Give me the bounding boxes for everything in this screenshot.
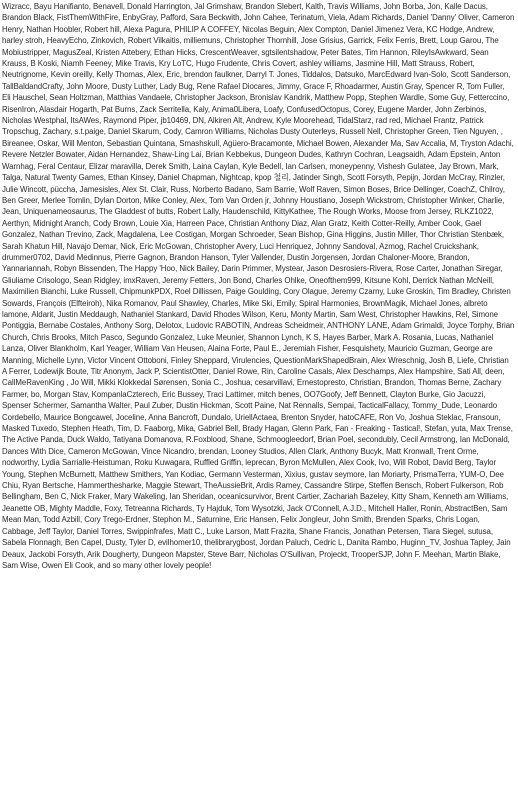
supporter-credits-text: Wizracc, Bayu Hanifianto, Benavell, Donald Harrington, Jal Grimshaw, Brandon Slebert, Kalth, Travis Williams, John Borba, Jon, Kalle Dacus, Brandon Black, FistThemWithFire, EnbyGray, Pafford, Sara Beckwith, John Cahee, Terinatum, Viela, Adam Richards, Daniel 'Danny' Oliver, Cameron Henry, Nathan Hoobler, Robert hill, Alexa Pagura, PHILIP A COFFEY, Nicolas Beguin, Alex Compton, Daniel Jimenez Vera, KC Hodge, Andrew, harley stroh, HeavyEcho, Zinkovich, Robert Vilkaitis, milliemuns, Christopher Thornhill, Jose Grisius, Garrick, Felix Ferris, Brett, Loup Garou, The Mobiustripper, MagusZeal, Kristen Attebery, Ethan Hicks, CrescentWeaver, sgtsilentshadow, Peter Bates, Tim Hannon, RileyIsAwkward, Sean Krauss, B Koski, Niamh Feeney, Mike Travis, Kry LoTC, Hugo Frudente, Chris Covert, ashley williams, Jasmine Hill, Matt Strauss, Robert, Neutrignome, Kevin oreilly, Kelly Thomas, Alex, Eric, brendon faulkner, Darryl T. Jones, Tiddalos, Datsuko, MarcEdward Ivan-Solo, Scott Sanderson, TallBaldandCrafty, John Moore, Dusty Luther, Lady Bug, Rene Rafael Diocares, Jimmy, Grace F, Rhoadarmer, Austin Gray, Spencer R, Tom Fuller, Eli Hauschel, Sean Holtzman, Matthias Vandaele, Christopher Jackson, Bronislav Kandrik, Matthew Popp, Stephen Wardle, Some Guy, Fetterccino, RisenIron, Alasdair Hogarth, Pat Burns, Zack Serritella, Kaly, Anima0Libera, Loafy, ConfusedOctopus, Corey, Eugene Marder, John Zerbinos, Nicholas Westphal, ItsAWes, Raymond Piper, jb10469, DN, Alkiren Alt, Andrew, Kyle Moorehead, TidalStarz, rad red, Michael Frantz, Patrick Tropschug, Zachary, s.t.paige, Daniel Skarum, Cody, Camron Williams, Nicholas Dusty Outerleys, Russell Nell, Christopher Green, Tien Nguyen, , Bireanee, Oskar, Will Menton, Sebastian Quintana, Smashskull, Agüero-Bracamonte, Michael Bowen, Alexander Ma, Sav Accalia, M, Tryston Adachi, Revere Netzler Bowater, Aidan Hernandez, Shaw-Ling Lai, Brian Kebbekus, Dungeon Dudes, Kathryn Cochran, Leagsaidh, Adam Epstein, Anton Warnhag, Feral Centaur, Elizar maravilla, Derek Smith, Laina Caylan, Kyle Bedell, Ian Carlsen, moneypenny, Vishesh Gulatee, Jay Brown, Mark, Talga, Natural Twenty Games, Ethan Kinsey, Daniel Chapman, Nightcap, kpop 철리, Jatinder Singh, Scott Forsyth, Pepijn, Jordan McCray, Rinzler, Julie Wincott, püccha, Jamesisles, Alex St. Clair, Russ, Norberto Badano, Sam Barrie, Wolf Raven, Simon Boses, Brice Dellinger, CoachZ, Chilroy, Ben Greer, Merlee Tomlin, Dylan Dorton, Mike Conley, Alex, Tom Van Orden jr, Johnny Houstiano, Joseph Wickstrom, Christopher Winker, Charlie, Jean, Uniquenameosaurus, The Gladdest of butts, Robert Lally, Haudenschild, KittyKathee, The Rough Works, Moose from Jersey, RLKZ1022, Aerthyn, Midnight Aranch, Cody Brown, Louie Xia, Harreen Pace, Christian Anthony Diaz, Alan Gratz, Keith Cotter-Reilly, Amber Cook, Gael Gonzalez, Nathan Trevino, Zack, Magdalena, Lee Costigan, Morgan Schroeder, Sean Bishop, Gina Higgins, Justin Miller, Thor Christian Stenbæk, Sarah Khatun Hill, Navajo Demar, Nick, Eric McGowan, Christopher Avery, Luci Henriquez, Johnny Sandoval, Azmog, Rachel Cruickshank, drummer0702, David Medinnus, Pierre Gagnon, Brandon Hanson, Tyler Vallender, Dustin Jorgensen, Jordan Chaloner-Moore, Brandon, Yannariannah, Robyn Bissenden, The Happy 'Hoo, Nick Bailey, Darin Primmer, Mystear, Jason Desrosiers-Rivera, Rose Carter, Jonathan Siregar, Gliuliame Crisologo, Sean Ridgley, imxRaven, Jeremy Fetters, Jon Bond, Charles Ohlke, Oneofthem999, Kitsune Kohl, Derrick Nathan McNeill, Maximilien Bianchi, Luke Russell, ChipmunkPDX, Roel Dillissen, Paige Goulding, Cory Olague, Jeremy Czarny, Luke Groskin, Tim Bradley, Christen Sowards, François (Elfteiroh), Nika Romanov, Paul Shawley, Charles, Mike Ski, Emily, Spiral Harmonies, BrownMagik, Michael Jones, albreto lamone, Aldarit, Justin Meddaugh, Nathaniel Stankard, David Rhodes Wilson, Keru, Monty Martin, Sam West, Christopher Hawkins, Rel, Simone Pontiggia, Bernabe Costales, Anthony Sorg, Delotox, Ludovic RABOTIN, Andreas Scheidmeir, ANTHONY LANE, Adam Grimaldi, Joyce Torphy, Brian Church, Chris Brooks, Mitch Pasco, Segundo Gonzalez, Luke Meunier, Shannon Lynch, K S, Hayes Barber, Mark A. Rosania, Lucas, Nathaniel Lanza, Oliver Blankholm, Karl Yeager, William Van Heusen, Alaina Forte, Paul E., Jeremiah Fisher, Fesquishety, Mauricio Guzman, George are Manning, Michelle Lynn, Victor Vincent Ottoboni, Finley Sheppard, Virulencies, QuestionMarkShapedBrain, Alex Wreschnig, Josh B, Liefe, Christian A Ferrer, Lodewijk Boute, Titr Anonym, Jack P, ScientistOtter, Daniel Rowe, Rin, Caroline Casals, Alex Deschamps, Alex Hampshire, Sati All, deen, CallMeRavenKing , Jo Will, Mikki Klokkedal Sørensen, Sonia C., Joshua, cesarvillavi, Ernestopresto, Christian, Brandon, Thomas Berne, Zachary Farmer, bo, Morgan Stav, KompanlaCzterech, Eric Bussey, Traci Lattimer, mitch benes, OO7Goofy, Jeff Bennett, Clayton Burke, Gio Jacuzzi, Spenser Schermer, Samantha Walter, Paul Zuber, Dustin Hickman, Scott Paine, Nat Rennalls, Sempai, TacticalFallacy, Tommy_Dude, Leonardo Cordebello, Maurice Bongcawel, Joceline, Anna Bancroft, Dundalo, UriellActaea, Brenton Snyder, hatoCAFE, Ron Vo, Joshua Steklac, Fransoun, Masked Tuxedo, Stephen Heath, Tim, D. Faaborg, Mika, Gabriel Bell, Brady Hagan, Glenn Park, Fan - Freaking - Tastical!, Stefan, yuta, Max Trense, The Active Panda, Duck Waldo, Tatiyana Domanova, R.Foxblood, Shane, Schmoogleedorf, Brian Poel, secondubly, Cecil Armstrong, Ian McDonald, Dances With Dice, Cameron McGowan, Vince Nicandro, brendan, Looney Studios, Allen Clark, Anthony Bucyk, Matt Kronwall, Trent Orme, nodworthy, Lydia Sarrialle-Heistuman, Roku Kuwagara, Ruffled Griffin, leprecan, Byron McMullen, Alex Cook, Ivo, Will Robot, David Berg, Taylor Young, Stephen McBurnett, Matthew Smithers, Yan Kodiac, Germann Vesterman, Xixius, gustav seymore, Ian Moriarty, PrismaTerra, YUM-O, Dee Chiu, Ryan Bertsche, Hammerthesharke, Maggie Stewart, TheAussieBrit, Ardis Ramey, Cassandre Stirpe, Steffen Bensch, Robert Fulkerson, Rob Bellingham, Ben C, Nick Fraker, Mary Wakeling, Ian Sheridan, oceanicsurvivor, Brent Cartier, Zachariah Bazeley, Kitty Sham, Kenneth am Williams, Jeanette OB, Mighty Maddle, Foxy, Tetreanna Richards, Ty Hajduk, Tom Wysotzki, Jack O'Connell, A.J.D., Mitchell Haller, Ronin, AbstractBen, Sam Mean Man, Todd Azbill, Cory Trego-Erdner, Stephon M., Saturnine, Eric Hansen, Felix Jongleur, John Smith, Brenden Sparks, Chris Logan, Cabbage, Jeff Taylor, Daniel Torres, Swippinfrafes, Matt C., Luke Larson, Matt Frazita, Shane Francis, Jonathan Petersen, Tiara Siegel, sutusa, Sabela Flonnagh, Ben Capel, Dusty, Tyler D, evilhomer10, thelibrarygbost, Jordan Paluch, Cedric L, Danita Rambo, Huginn_TV, Joshua Tapley, Jain Deaux, Jackobi Forsyth, Arik Dougherty, Dungeon Mapster, Steve Barr, Nicholas O'Sullivan, Projeckt, TrooperSJP, John F. Meehan, Martin Blake, Sam Wise, Owen Eli Cook, and so many other lovely people! [2,2,515,570]
